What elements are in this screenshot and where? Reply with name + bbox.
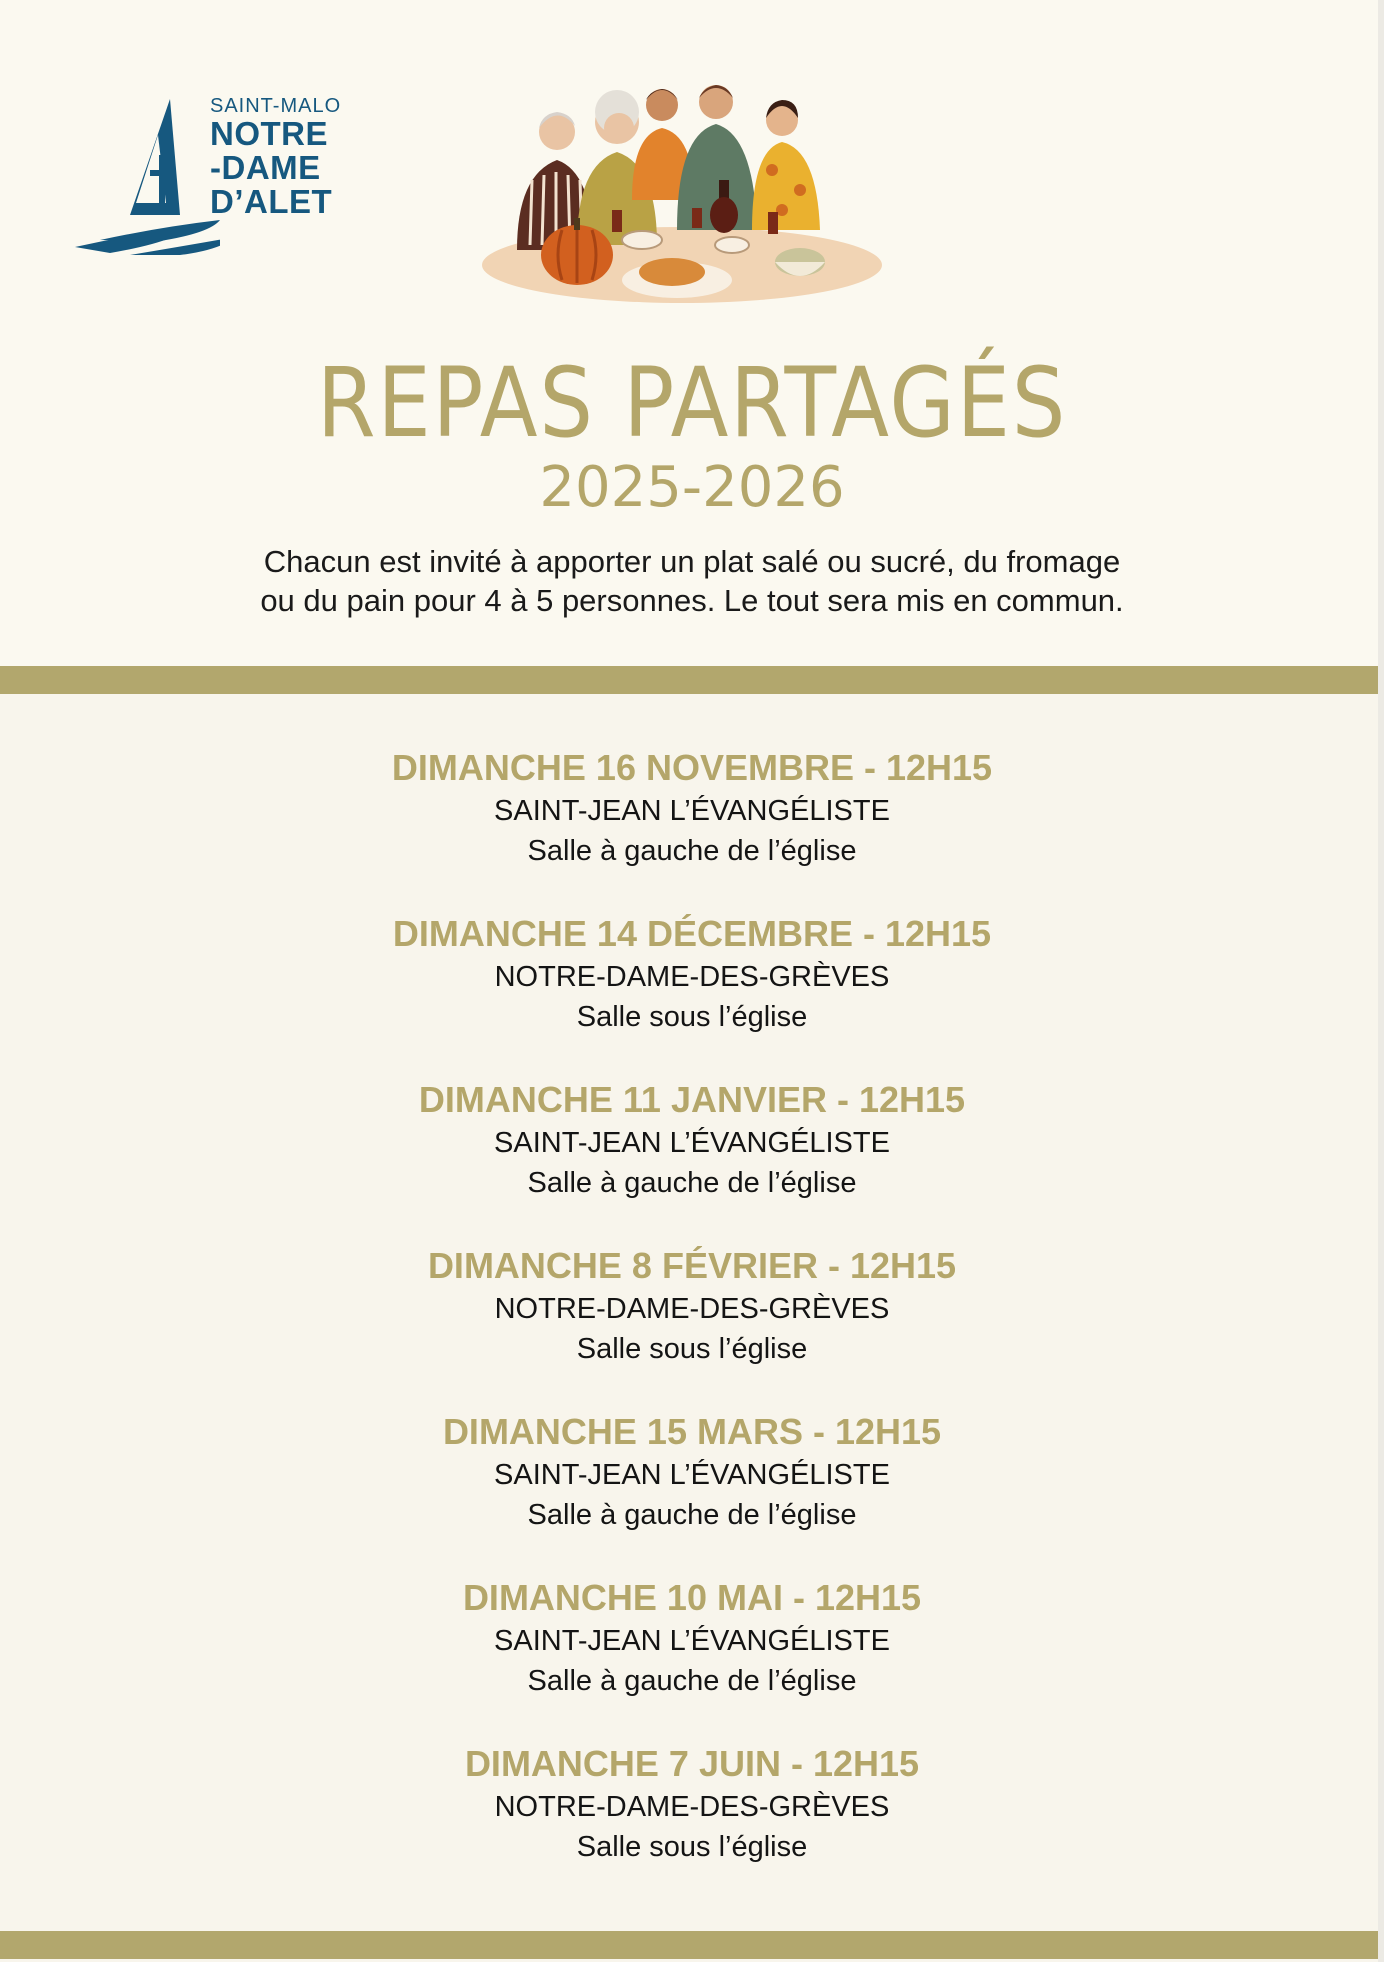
event-room: Salle à gauche de l’église (527, 1665, 857, 1697)
event-place: NOTRE-DAME-DES-GRÈVES (494, 1293, 890, 1325)
event-date: DIMANCHE 11 JANVIER - 12H15 (418, 1079, 966, 1120)
event-place: SAINT-JEAN L’ÉVANGÉLISTE (494, 1459, 890, 1491)
event-date: DIMANCHE 14 DÉCEMBRE - 12H15 (392, 913, 992, 954)
event-date: DIMANCHE 8 FÉVRIER - 12H15 (427, 1245, 957, 1286)
logo-city: SAINT-MALO (210, 95, 342, 117)
logo-text (210, 95, 341, 219)
event-date: DIMANCHE 16 NOVEMBRE - 12H15 (391, 747, 993, 788)
event-place: SAINT-JEAN L’ÉVANGÉLISTE (494, 1127, 890, 1159)
event-place: NOTRE-DAME-DES-GRÈVES (494, 961, 890, 993)
event-room: Salle sous l’église (576, 1333, 808, 1365)
event-room: Salle sous l’église (576, 1001, 808, 1033)
parish-logo (70, 95, 360, 255)
event-item (0, 1409, 1384, 1575)
event-room: Salle à gauche de l’église (527, 1499, 857, 1531)
event-item (0, 1243, 1384, 1409)
event-room: Salle à gauche de l’église (527, 835, 857, 867)
intro-line-2: ou du pain pour 4 à 5 personnes. Le tout sera mis en commun. (260, 583, 1124, 618)
logo-name-1: NOTRE (210, 115, 328, 152)
logo-name-2: -DAME (210, 149, 321, 186)
season-year: 2025-2026 (539, 455, 845, 520)
page-title: REPAS PARTAGÉS (316, 347, 1068, 459)
event-room: Salle sous l’église (576, 1831, 808, 1863)
intro-line-1: Chacun est invité à apporter un plat salé ou sucré, du fromage (263, 544, 1121, 579)
event-item (0, 1077, 1384, 1243)
top-divider-band (0, 666, 1378, 694)
bottom-divider-band (0, 1931, 1378, 1959)
event-date: DIMANCHE 15 MARS - 12H15 (442, 1411, 942, 1452)
event-item (0, 911, 1384, 1077)
event-date: DIMANCHE 7 JUIN - 12H15 (464, 1743, 920, 1784)
event-item (0, 745, 1384, 911)
event-place: NOTRE-DAME-DES-GRÈVES (494, 1791, 890, 1823)
logo-name-3: D’ALET (210, 183, 333, 220)
intro-text (0, 542, 1384, 620)
event-place: SAINT-JEAN L’ÉVANGÉLISTE (494, 795, 890, 827)
event-item (0, 1575, 1384, 1741)
sailboat-icon (70, 95, 220, 255)
event-date: DIMANCHE 10 MAI - 12H15 (462, 1577, 922, 1618)
shared-meal-illustration-icon (482, 80, 892, 305)
event-item (0, 1741, 1384, 1907)
event-place: SAINT-JEAN L’ÉVANGÉLISTE (494, 1625, 890, 1657)
events-list (0, 745, 1384, 1907)
event-room: Salle à gauche de l’église (527, 1167, 857, 1199)
